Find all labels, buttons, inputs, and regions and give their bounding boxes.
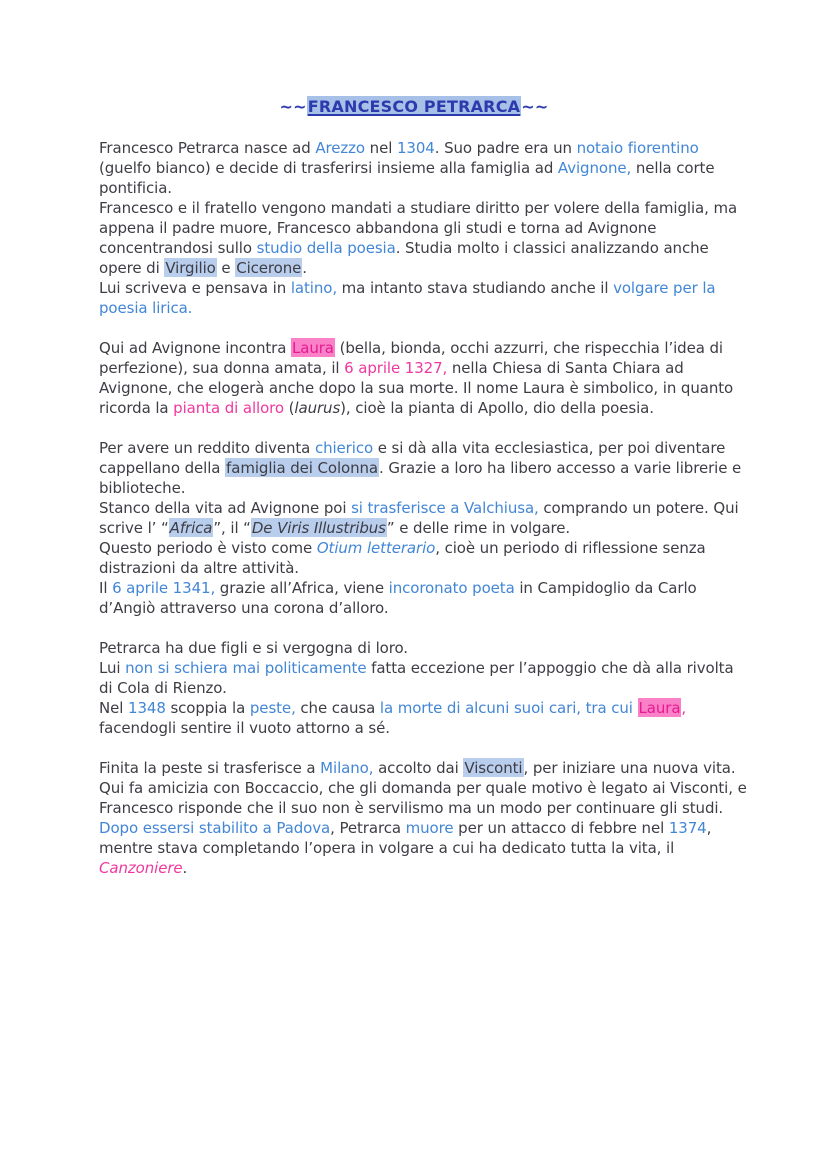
text-run: scoppia la (165, 699, 250, 717)
text-block (99, 758, 749, 818)
text-run: 6 aprile 1341, (112, 579, 216, 597)
text-run: peste, (249, 699, 296, 717)
document-body (99, 138, 749, 898)
text-run: chierico (314, 439, 374, 457)
text-run: grazie all’Africa, viene (215, 579, 389, 597)
text-block (99, 538, 749, 578)
text-run: ”, il “ (213, 519, 251, 537)
text-run: volgare per la poesia lirica. (99, 279, 716, 317)
paragraph-milan-and-padova (99, 758, 749, 878)
text-run: Dopo essersi stabilito a Padova (99, 819, 331, 837)
text-run: per un attacco di febbre nel (453, 819, 669, 837)
text-run: 6 aprile 1327, (344, 359, 448, 377)
text-run: la morte di alcuni suoi cari, tra cui (379, 699, 638, 717)
text-run: Laura (291, 339, 334, 357)
text-run: in Campidoglio da Carlo d’Angiò attraverso una corona d’alloro. (99, 579, 697, 617)
title-decoration-right: ~~ (521, 97, 549, 116)
text-run: latino, (290, 279, 337, 297)
text-block (99, 498, 749, 538)
text-run: Qui ad Avignone incontra (99, 339, 291, 357)
text-run: , (681, 699, 687, 717)
text-run: nella corte pontificia. (99, 159, 715, 197)
text-run: Lui (99, 659, 126, 677)
text-run: . (302, 259, 307, 277)
text-run: Visconti (464, 759, 523, 777)
text-run: Questo periodo è visto come (99, 539, 317, 557)
text-run: Avignone, (557, 159, 632, 177)
text-run: , cioè un periodo di riflessione senza distrazioni da altre attività. (99, 539, 706, 577)
text-run: De Viris Illustribus (251, 519, 386, 537)
text-run: laurus (294, 399, 341, 417)
text-run: . (182, 859, 188, 877)
text-run: 1304 (396, 139, 435, 157)
text-run: Otium letterario (316, 539, 436, 557)
text-run: facendogli sentire il vuoto attorno a sé. (99, 719, 390, 737)
text-run: Francesco Petrarca nasce ad (99, 139, 316, 157)
text-run: , mentre stava completando l’opera in volgare a cui ha dedicato tutta la vita, il (99, 819, 712, 857)
text-block (99, 138, 749, 198)
text-run: che causa (295, 699, 380, 717)
text-run: muore (405, 819, 454, 837)
text-run: studio della poesia (256, 239, 396, 257)
text-run: (bella, bionda, occhi azzurri, che rispecchia l’idea di perfezione), sua donna amata, il (99, 339, 723, 377)
text-block (99, 278, 749, 318)
text-run: . Grazie a loro ha libero accesso a varie librerie e biblioteche. (99, 459, 742, 497)
text-block (99, 438, 749, 498)
text-run: . Studia molto i classici analizzando anche opere di (99, 239, 709, 277)
text-run: Laura (638, 699, 681, 717)
paragraph-origins (99, 138, 749, 318)
text-run: Il (99, 579, 113, 597)
text-run: non si schiera mai politicamente (125, 659, 367, 677)
text-run: ( (283, 399, 295, 417)
paragraph-family-and-plague (99, 638, 749, 738)
text-run: Milano, (320, 759, 374, 777)
text-run: Cicerone (236, 259, 302, 277)
paragraph-laura (99, 338, 749, 418)
text-block (99, 578, 749, 618)
text-run: ), cioè la pianta di Apollo, dio della poesia. (340, 399, 654, 417)
text-run: , Petrarca (330, 819, 406, 837)
text-run: 1374 (668, 819, 707, 837)
text-run: si trasferisce a Valchiusa, (351, 499, 539, 517)
text-block (99, 198, 749, 278)
title-text: FRANCESCO PETRARCA (307, 97, 521, 116)
text-run: accolto dai (373, 759, 464, 777)
text-run: 1348 (128, 699, 166, 717)
paragraph-church-and-valchiusa (99, 438, 749, 618)
text-run: ma intanto stava studiando anche il (337, 279, 614, 297)
text-block (99, 818, 749, 878)
text-run: e (216, 259, 236, 277)
text-run: Canzoniere (99, 859, 183, 877)
text-run: e si dà alla vita ecclesiastica, per poi diventare cappellano della (99, 439, 726, 477)
text-run: Finita la peste si trasferisce a (99, 759, 321, 777)
text-run: pianta di alloro (173, 399, 284, 417)
text-run: , per iniziare una nuova vita. Qui fa amicizia con Boccaccio, che gli domanda per quale motivo è legato ai Visconti, e Francesco risponde che il suo non è servilismo ma un modo per continuare gli studi. (99, 759, 747, 817)
text-run: nella Chiesa di Santa Chiara ad Avignone, che elogerà anche dopo la sua morte. Il nome Laura è simbolico, in quanto ricorda la (99, 359, 734, 417)
text-run: fatta eccezione per l’appoggio che dà alla rivolta di Cola di Rienzo. (99, 659, 734, 697)
text-run: ” e delle rime in volgare. (386, 519, 571, 537)
text-run: nel (365, 139, 397, 157)
text-run: Francesco e il fratello vengono mandati a studiare diritto per volere della famiglia, ma appena il padre muore, Francesco abbandona gli studi e torna ad Avignone concentrandosi sullo (99, 199, 738, 257)
text-run: Stanco della vita ad Avignone poi (99, 499, 352, 517)
text-run: Nel (99, 699, 128, 717)
text-run: (guelfo bianco) e decide di trasferirsi insieme alla famiglia ad (99, 159, 558, 177)
text-run: Africa (169, 519, 213, 537)
text-run: Arezzo (315, 139, 366, 157)
text-run: . Suo padre era un (434, 139, 577, 157)
title-decoration-left: ~~ (279, 97, 307, 116)
page-title (0, 97, 828, 116)
text-block (99, 638, 749, 658)
text-block (99, 338, 749, 418)
text-run: incoronato poeta (388, 579, 515, 597)
text-run: Lui scriveva e pensava in (99, 279, 291, 297)
text-block (99, 698, 749, 738)
text-run: Petrarca ha due figli e si vergogna di loro. (99, 639, 408, 657)
text-run: famiglia dei Colonna (226, 459, 379, 477)
text-run: Per avere un reddito diventa (99, 439, 315, 457)
text-block (99, 658, 749, 698)
text-run: comprando un potere. Qui scrive l’ “ (99, 499, 739, 537)
text-run: notaio fiorentino (576, 139, 699, 157)
text-run: Virgilio (165, 259, 216, 277)
